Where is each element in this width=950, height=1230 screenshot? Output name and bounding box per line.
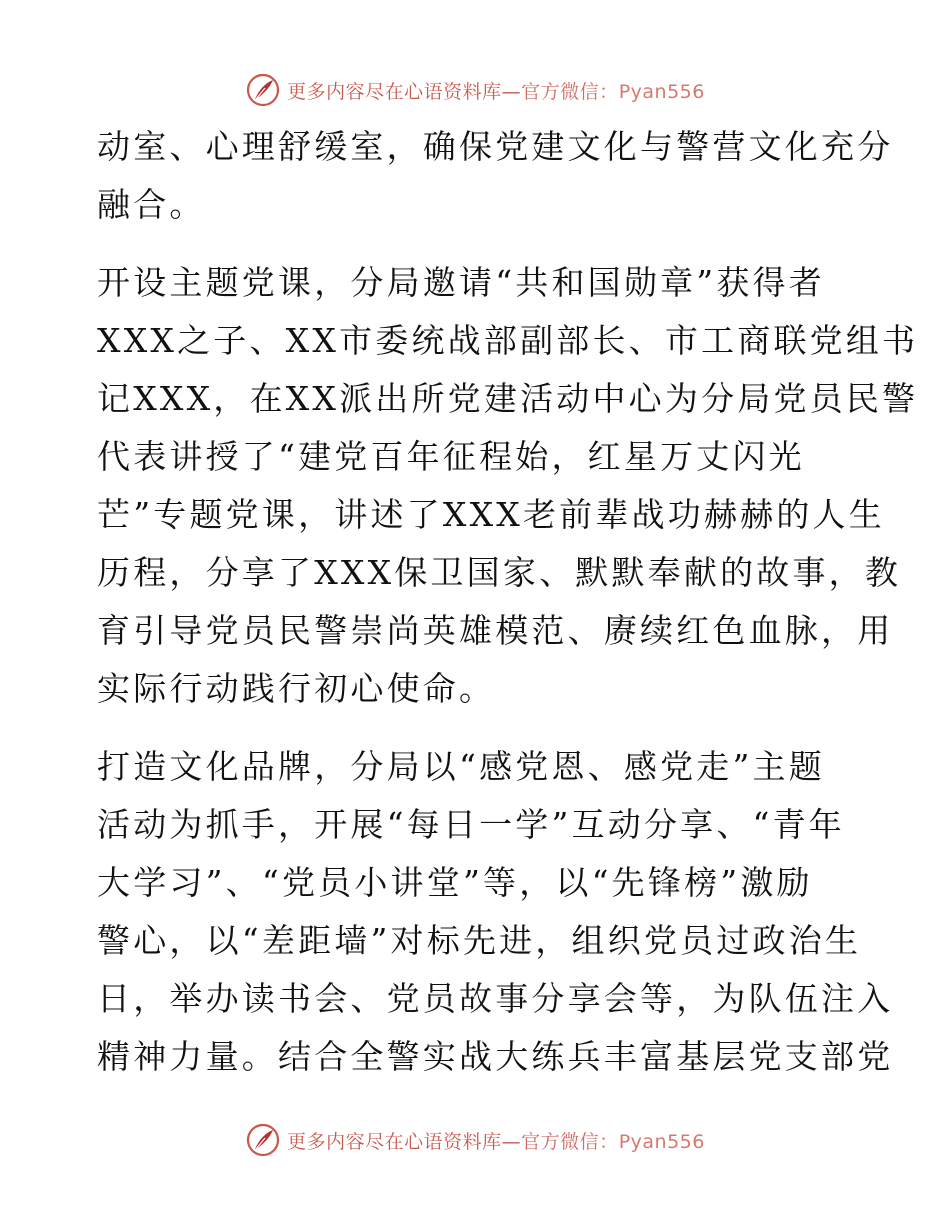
feather-pen-icon [245,72,281,108]
text-line: 历程，分享了XXX保卫国家、默默奉献的故事，教 [97,553,902,592]
banner-wechat-label: 官方微信： [521,1130,619,1153]
footer-banner [0,1120,950,1160]
text-line: 开设主题党课，分局邀请“共和国勋章”获得者 [97,263,825,302]
banner-wechat-id: Pyan556 [618,1130,705,1153]
text-line: 动室、心理舒缓室，确保党建文化与警营文化充分 [97,127,894,166]
paragraph-2 [97,254,919,718]
text-line: 大学习”、“党员小讲堂”等，以“先锋榜”激励 [97,863,813,902]
header-banner [0,70,950,110]
banner-wechat-label: 官方微信： [521,80,619,103]
text-line: 记XXX，在XX派出所党建活动中心为分局党员民警 [97,379,919,418]
banner-dash: — [501,80,522,103]
banner-slogan: 更多内容尽在心语资料库 [287,1130,502,1153]
text-line: 实际行动践行初心使命。 [97,669,496,708]
banner-dash: — [501,1130,522,1153]
feather-pen-icon [245,1122,281,1158]
text-line: 融合。 [97,185,206,224]
text-line: 芒”专题党课，讲述了XXX老前辈战功赫赫的人生 [97,495,885,534]
text-line: 打造文化品牌，分局以“感党恩、感党走”主题 [97,747,825,786]
text-line: 代表讲授了“建党百年征程始，红星万丈闪光 [97,437,805,476]
paragraph-1 [97,118,894,234]
text-line: 精神力量。结合全警实战大练兵丰富基层党支部党 [97,1037,894,1076]
banner-wechat-id: Pyan556 [618,80,705,103]
text-line: 警心，以“差距墙”对标先进，组织党员过政治生 [97,921,862,960]
banner-slogan: 更多内容尽在心语资料库 [287,80,502,103]
text-line: 活动为抓手，开展“每日一学”互动分享、“青年 [97,805,846,844]
text-line: 日，举办读书会、党员故事分享会等，为队伍注入 [97,979,894,1018]
paragraph-3 [97,738,894,1086]
document-body [97,118,919,1086]
text-line: 育引导党员民警崇尚英雄模范、赓续红色血脉，用 [97,611,894,650]
text-line: XXX之子、XX市委统战部副部长、市工商联党组书 [97,321,919,360]
